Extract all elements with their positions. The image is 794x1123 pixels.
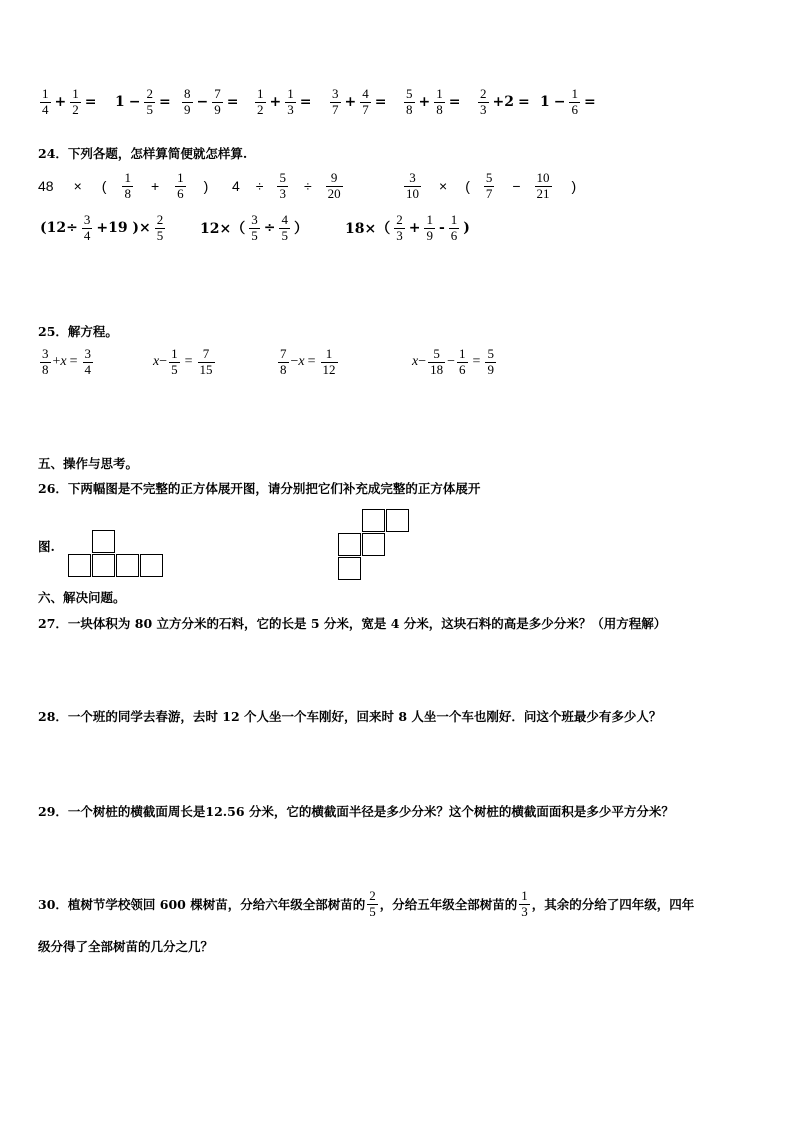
q24-expr-c: $\frac{3}{10}$ × ( $\frac{5}{7}$ − $\frac{10}{21}$ ) xyxy=(406,170,577,201)
fraction: $\frac{9}{20}$ xyxy=(327,170,341,201)
fraction: $\frac{3}{8}$ xyxy=(42,346,49,377)
section-6-heading: 六、解决问题。 xyxy=(38,590,126,605)
fraction: $\frac{1}{8}$ xyxy=(124,170,131,201)
fraction: $\frac{2}{3}$ xyxy=(396,212,403,243)
fraction: $\frac{1}{5}$ xyxy=(171,346,178,377)
calc-1: $\frac{1}{4}$ + $\frac{1}{2}$ = xyxy=(42,86,97,117)
q30-text-line2: 级分得了全部树苗的几分之几？ xyxy=(38,939,214,954)
fraction: $\frac{5}{8}$ xyxy=(406,86,413,117)
fraction: $\frac{10}{21}$ xyxy=(536,170,550,201)
calc-6: $\frac{5}{8}$ + $\frac{1}{8}$ = xyxy=(406,86,461,117)
fraction: $\frac{1}{12}$ xyxy=(322,346,336,377)
fraction: $\frac{4}{5}$ xyxy=(281,212,288,243)
q24-title: 24．下列各题，怎样算简便就怎样算. xyxy=(38,146,248,161)
calc-5: $\frac{3}{7}$ + $\frac{4}{7}$ = xyxy=(332,86,387,117)
q24-expr-d: (12÷ $\frac{3}{4}$ +19 )× $\frac{2}{5}$ xyxy=(40,212,164,243)
net-square xyxy=(338,533,361,556)
fraction: $\frac{5}{18}$ xyxy=(430,346,444,377)
q25-equation-c: $\frac{7}{8}$ −x = $\frac{1}{12}$ xyxy=(280,346,336,377)
q28-text: 28．一个班的同学去春游，去时 12 个人坐一个车刚好，回来时 8 人坐一个车也刚好．问这个班最少有多少人？ xyxy=(38,709,662,724)
fraction: $\frac{1}{3}$ xyxy=(521,888,528,919)
net-square xyxy=(116,554,139,577)
fraction: $\frac{3}{10}$ xyxy=(406,170,419,201)
fraction: $\frac{8}{9}$ xyxy=(184,86,191,117)
q26-text-line2: 图. xyxy=(38,539,55,554)
fraction: $\frac{1}{4}$ xyxy=(42,86,49,117)
calc-2: 1 − $\frac{2}{5}$ = xyxy=(115,86,171,117)
net-square xyxy=(92,554,115,577)
net-square xyxy=(386,509,409,532)
q24-expr-a: 48 × ( $\frac{1}{8}$ + $\frac{1}{6}$ ) xyxy=(38,170,209,201)
fraction: $\frac{5}{7}$ xyxy=(485,170,493,201)
fraction: $\frac{7}{8}$ xyxy=(280,346,287,377)
fraction: $\frac{3}{5}$ xyxy=(251,212,258,243)
q26-text-line1: 26．下两幅图是不完整的正方体展开图，请分别把它们补充成完整的正方体展开 xyxy=(38,481,481,496)
fraction: $\frac{2}{5}$ xyxy=(146,86,153,117)
q25-title: 25．解方程。 xyxy=(38,324,118,339)
fraction: $\frac{3}{4}$ xyxy=(84,346,92,377)
fraction: $\frac{3}{4}$ xyxy=(83,212,91,243)
q24-expr-e: 12×（ $\frac{3}{5}$ ÷ $\frac{4}{5}$ ） xyxy=(200,212,308,243)
calc-4: $\frac{1}{2}$ + $\frac{1}{3}$ = xyxy=(257,86,312,117)
fraction: $\frac{7}{15}$ xyxy=(199,346,213,377)
q25-equation-a: $\frac{3}{8}$ +x = $\frac{3}{4}$ xyxy=(42,346,92,377)
net-square xyxy=(68,554,91,577)
q30-text-line1: 30．植树节学校领回 600 棵树苗，分给六年级全部树苗的 $\frac{2}{5}$ ，分给五年级全部树苗的 $\frac{1}{3}$ ，其余的分给了四年级，四年 xyxy=(38,888,695,919)
fraction: $\frac{1}{2}$ xyxy=(257,86,264,117)
net-square xyxy=(362,533,385,556)
fraction: $\frac{5}{3}$ xyxy=(279,170,286,201)
fraction: $\frac{1}{9}$ xyxy=(426,212,433,243)
fraction: $\frac{2}{5}$ xyxy=(369,888,376,919)
section-5-heading: 五、操作与思考。 xyxy=(38,456,139,471)
net-square xyxy=(362,509,385,532)
q25-equation-d: x− $\frac{5}{18}$ − $\frac{1}{6}$ = $\frac{5}{9}$ xyxy=(412,346,494,377)
q25-equation-b: x− $\frac{1}{5}$ = $\frac{7}{15}$ xyxy=(153,346,213,377)
fraction: $\frac{2}{5}$ xyxy=(156,212,164,243)
fraction: $\frac{3}{7}$ xyxy=(332,86,339,117)
fraction: $\frac{1}{2}$ xyxy=(72,86,79,117)
fraction: $\frac{1}{6}$ xyxy=(450,212,458,243)
net-square xyxy=(140,554,163,577)
fraction: $\frac{1}{3}$ xyxy=(287,86,294,117)
calc-row xyxy=(38,87,98,117)
q24-expr-f: 18×（ $\frac{2}{3}$ + $\frac{1}{9}$ - $\frac{1}{6}$ ) xyxy=(345,212,470,243)
q27-text: 27．一块体积为 80 立方分米的石料，它的长是 5 分米，宽是 4 分米，这块石料的高是多少分米？（用方程解） xyxy=(38,616,667,631)
q24-expr-b: 4 ÷ $\frac{5}{3}$ ÷ $\frac{9}{20}$ xyxy=(232,170,341,201)
fraction: $\frac{2}{3}$ xyxy=(480,86,487,117)
fraction: $\frac{1}{6}$ xyxy=(459,346,466,377)
net-square xyxy=(92,530,115,553)
calc-7: $\frac{2}{3}$ +2 = xyxy=(480,86,530,117)
q29-text: 29．一个树桩的横截面周长是12.56 分米，它的横截面半径是多少分米？这个树桩的横截面面积是多少平方分米？ xyxy=(38,804,674,819)
fraction: $\frac{1}{8}$ xyxy=(436,86,443,117)
fraction: $\frac{1}{6}$ xyxy=(571,86,578,117)
calc-8: 1 − $\frac{1}{6}$ = xyxy=(540,86,596,117)
fraction: $\frac{7}{9}$ xyxy=(214,86,221,117)
fraction: $\frac{4}{7}$ xyxy=(362,86,369,117)
fraction: $\frac{5}{9}$ xyxy=(487,346,494,377)
net-square xyxy=(338,557,361,580)
calc-3: $\frac{8}{9}$ − $\frac{7}{9}$ = xyxy=(184,86,239,117)
fraction: $\frac{1}{6}$ xyxy=(177,170,184,201)
